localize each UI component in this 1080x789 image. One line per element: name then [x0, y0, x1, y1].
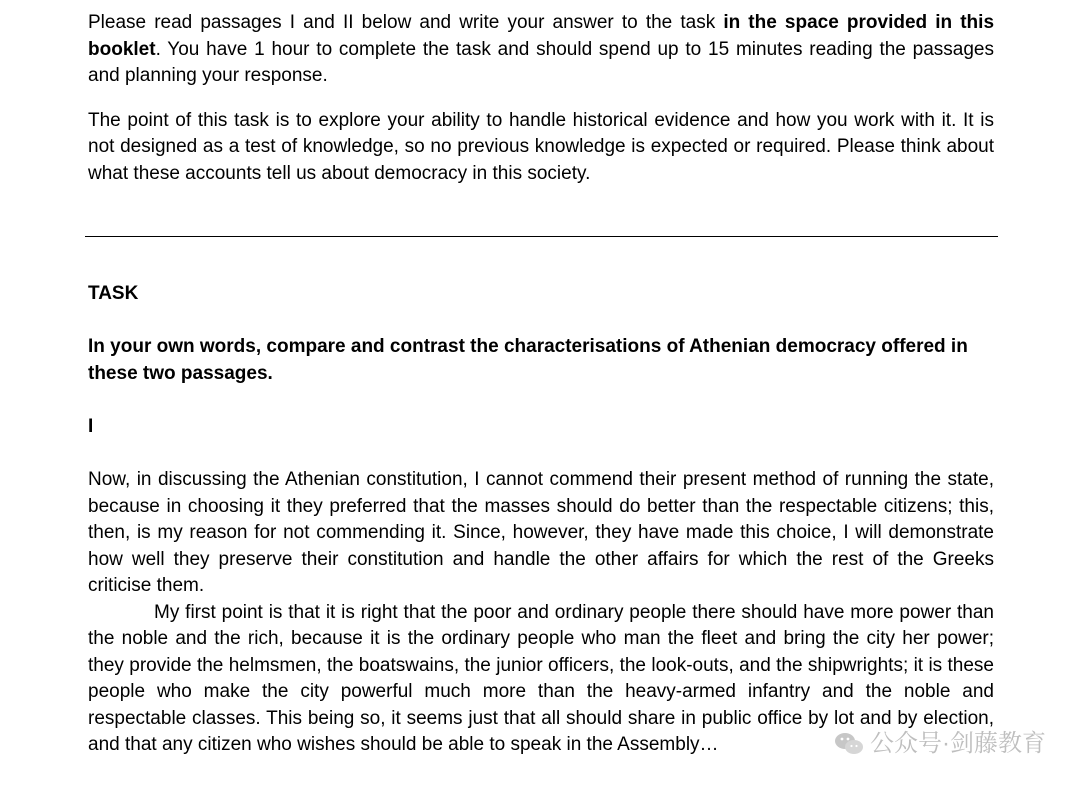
instructions-emphasis: in the space provided in this booklet [88, 12, 995, 60]
passage-paragraph-1: Now, in discussing the Athenian constitution, I cannot commend their present method of running the state, because in choosing it they preferred that the masses should do better than the respectable citizens; this, then, is my reason for not commending it. Since, however, they have made this choice, I will demonstrate how well they preserve their constitution and handle the other affairs for which the rest of the Greeks criticise them. [88, 469, 994, 596]
instructions-text-end: . You have 1 hour to complete the task and should spend up to 15 minutes reading the passages and planning your response. [88, 38, 994, 86]
section-divider [85, 236, 998, 237]
instructions-paragraph-2: The point of this task is to explore your ability to handle historical evidence and how you work with it. It is not designed as a test of knowledge, so no previous knowledge is expected or required. Please think about what these accounts tell us about democracy in this society. [88, 109, 994, 184]
watermark-text: 公众号·剑藤教育 [870, 730, 1046, 757]
task-heading: TASK [88, 283, 139, 304]
instructions-text: Please read passages I and II below and write your answer to the task [88, 12, 724, 33]
instructions-paragraph-1 [88, 10, 994, 90]
passage-text [88, 467, 994, 759]
task-prompt: In your own words, compare and contrast the characterisations of Athenian democracy offered in these two passages. [88, 336, 968, 384]
instructions-block [88, 10, 994, 187]
passage-label: I [88, 416, 94, 437]
passage-paragraph-2: My first point is that it is right that the poor and ordinary people there should have more power than the noble and the rich, because it is the ordinary people who man the fleet and bring the city her power; they provide the helmsmen, the boatswains, the junior officers, the look-outs, and the shipwrights; it is these people who make the city powerful much more than the heavy-armed infantry and the noble and respectable classes. This being so, it seems just that all should share in public office by lot and by election, and that any citizen who wishes should be able to speak in the Assembly… [88, 601, 994, 755]
